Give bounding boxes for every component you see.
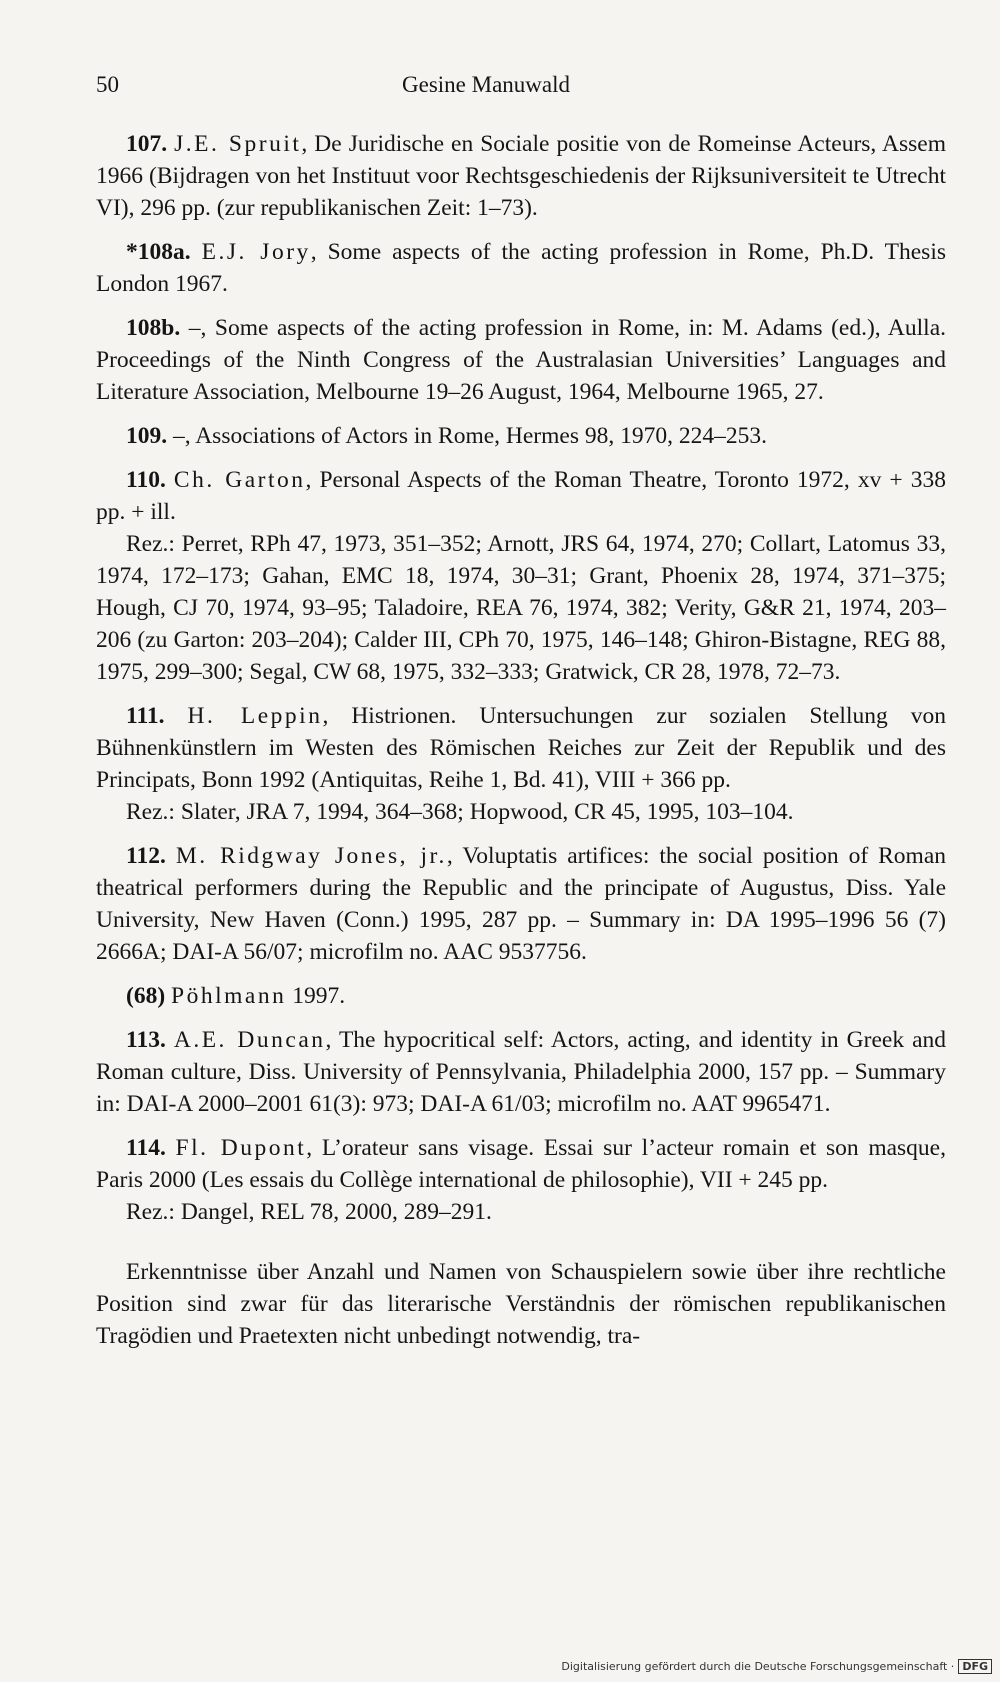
entry-text: –, Some aspects of the acting profession in Rome, in: M. Adams (ed.), Aulla. Proceedings of the Ninth Congress of the Australasian Universities’ Languages and Literature Association, Melbourne 19–26 August, 1964, Melbourne 1965, 27. xyxy=(96,315,946,405)
entry-text: , De Juridische en Sociale positie von de Romeinse Acteurs, Assem 1966 (Bijdragen von het Instituut voor Rechtsgeschiedenis der Rijksuniversiteit te Utrecht VI), 296 pp. (zur republikanischen Zeit: 1–73). xyxy=(96,131,946,221)
closing-paragraph: Erkenntnisse über Anzahl und Namen von Schauspielern sowie über ihre rechtliche Position sind zwar für das literarische Verständnis der römischen republikanischen Tragödien und Praetexten nicht unbedingt notwendig, tra- xyxy=(96,1259,946,1349)
page-number: 50 xyxy=(96,72,119,97)
entry-number: 109. xyxy=(126,423,168,449)
entry-text: , Personal Aspects of the Roman Theatre, Toronto 1972, xv + 338 pp. + ill. xyxy=(96,467,946,525)
entry-number: 110. xyxy=(126,467,166,493)
bibliography-entry xyxy=(96,464,946,688)
entry-number: *108a. xyxy=(126,239,191,265)
bibliography-entry xyxy=(96,128,946,224)
dfg-logo: DFG xyxy=(958,1659,992,1674)
digitization-footer xyxy=(561,1659,992,1674)
entry-text: –, Associations of Actors in Rome, Hermes 98, 1970, 224–253. xyxy=(173,423,767,449)
entry-text: , Some aspects of the acting profession in Rome, Ph.D. Thesis London 1967. xyxy=(96,239,946,297)
entry-main xyxy=(96,700,946,796)
entry-number: 113. xyxy=(126,1027,166,1053)
entry-main xyxy=(96,1132,946,1196)
entry-reviews: Rez.: Slater, JRA 7, 1994, 364–368; Hopwood, CR 45, 1995, 103–104. xyxy=(126,799,794,825)
entry-author: H. Leppin xyxy=(187,703,323,729)
entry-author: Ch. Garton xyxy=(173,467,306,493)
bibliography-entry xyxy=(96,1132,946,1228)
entry-number: 108b. xyxy=(126,315,181,341)
footer-text: Digitalisierung gefördert durch die Deutsche Forschungsgemeinschaft · xyxy=(561,1660,955,1673)
entry-number: (68) xyxy=(126,983,166,1009)
entry-reviews: Rez.: Perret, RPh 47, 1973, 351–352; Arnott, JRS 64, 1974, 270; Collart, Latomus 33, 1974, 172–173; Gahan, EMC 18, 1974, 30–31; Grant, Phoenix 28, 1974, 371–375; Hough, CJ 70, 1974, 93–95; Taladoire, REA 76, 1974, 382; Verity, G&R 21, 1974, 203–206 (zu Garton: 203–204); Calder III, CPh 70, 1975, 146–148; Ghiron-Bistagne, REG 88, 1975, 299–300; Segal, CW 68, 1975, 332–333; Gratwick, CR 28, 1978, 72–73. xyxy=(96,531,946,685)
entry-author: A.E. Duncan xyxy=(173,1027,326,1053)
running-head xyxy=(96,72,946,104)
bibliography-entry xyxy=(96,1024,946,1120)
entry-text: , The hypocritical self: Actors, acting, and identity in Greek and Roman culture, Diss. University of Pennsylvania, Philadelphia 2000, 157 pp. – Summary in: DAI-A 2000–2001 61(3): 973; DAI-A 61/03; microfilm no. AAT 9965471. xyxy=(96,1027,946,1117)
entry-text: , Histrionen. Untersuchungen zur sozialen Stellung von Bühnenkünstlern im Westen des Römischen Reiches zur Zeit der Republik und des Principats, Bonn 1992 (Antiquitas, Reihe 1, Bd. 41), VIII + 366 pp. xyxy=(96,703,946,793)
bibliography-entry xyxy=(96,312,946,408)
entry-author: J.E. Spruit xyxy=(174,131,302,157)
bibliography-entry xyxy=(96,236,946,300)
entry-text: 1997. xyxy=(286,983,346,1009)
entry-author: E.J. Jory xyxy=(201,239,311,265)
bibliography-entry xyxy=(96,700,946,828)
body-text xyxy=(96,128,946,1376)
entry-main xyxy=(96,464,946,528)
bibliography-entry xyxy=(96,980,946,1012)
bibliography-entry xyxy=(96,420,946,452)
entry-number: 111. xyxy=(126,703,165,729)
entry-text: , Voluptatis artifices: the social position of Roman theatrical performers during the Republic and the principate of Augustus, Diss. Yale University, New Haven (Conn.) 1995, 287 pp. – Summary in: DA 1995–1996 56 (7) 2666A; DAI-A 56/07; microfilm no. AAC 9537756. xyxy=(96,843,947,965)
bibliography-entry xyxy=(96,840,946,968)
running-head-author: Gesine Manuwald xyxy=(402,72,570,97)
entry-text: , L’orateur sans visage. Essai sur l’acteur romain et son masque, Paris 2000 (Les essais du Collège international de philosophie), VII + 245 pp. xyxy=(96,1135,946,1193)
entry-author: M. Ridgway Jones, jr. xyxy=(175,843,447,869)
entry-reviews: Rez.: Dangel, REL 78, 2000, 289–291. xyxy=(126,1199,492,1225)
entry-author: Fl. Dupont xyxy=(175,1135,307,1161)
entry-author: Pöhlmann xyxy=(171,983,287,1009)
entry-number: 114. xyxy=(126,1135,166,1161)
entry-number: 107. xyxy=(126,131,168,157)
entry-number: 112. xyxy=(126,843,166,869)
